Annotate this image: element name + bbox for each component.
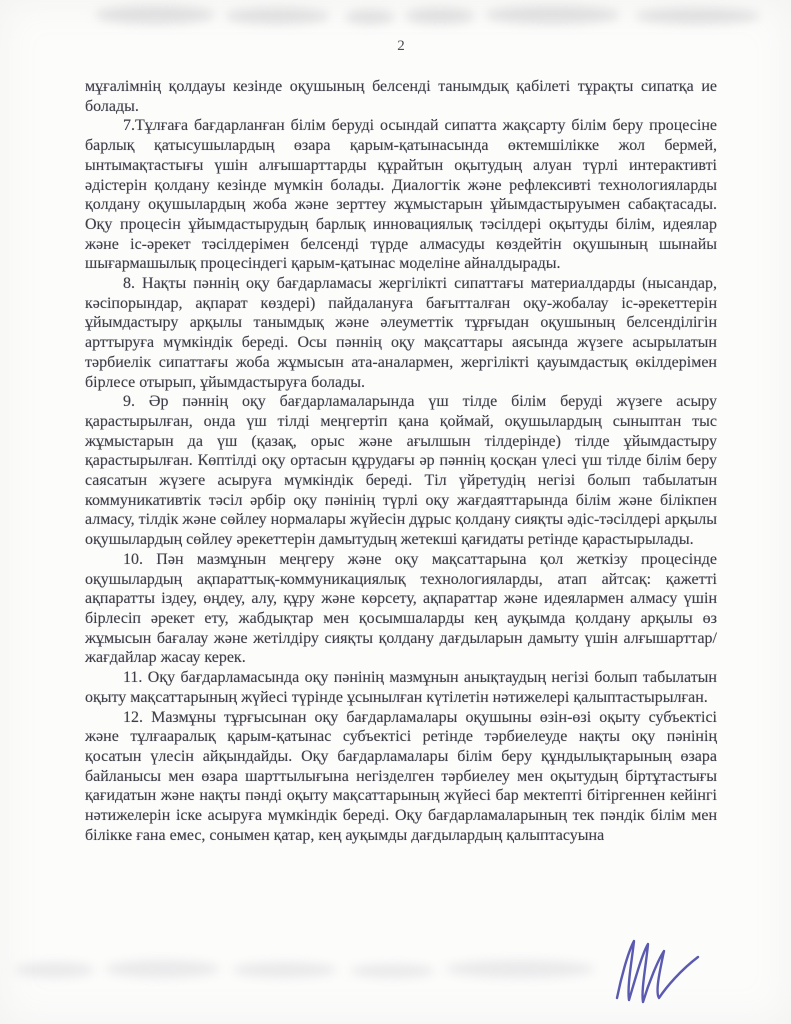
page-number: 2: [397, 38, 405, 54]
scan-artifact: [485, 6, 620, 24]
paragraph: 9. Әр пәннің оқу бағдарламаларында үш тілде білім беруді жүзеге асыру қарастырылған, онда үш тілді меңгертіп қана қоймай, оқушылардың сыныптан тыс жұмыстарын да үш (қазақ, орыс және ағылшын тілдерінде) тілде ұйымдастыру қарастырылған. Көптілді оқу ортасын құрудағы әр пәннің қосқан үлесі үш тілде білім беру саясатын жүзеге асыруға мүмкіндік береді. Тіл үйретудің негізі болып табылатын коммуникативтік тәсіл әрбір оқу пәнінің түрлі оқу жағдаяттарында білім және білікпен алмасу, тілдік және сөйлеу нормалары жүйесін дұрыс қолдану сияқты әдіс-тәсілдері арқылы оқушылардың сөйлеу әрекеттерін дамытудың жетекші қағидаты ретінде қарастырылады.: [85, 393, 717, 549]
scan-artifact: [405, 8, 475, 24]
scan-artifact: [345, 10, 395, 24]
signature-stroke: [617, 941, 698, 1002]
scan-artifact: [105, 960, 220, 978]
paragraph: 11. Оқу бағдарламасында оқу пәнінің мазмұнын анықтаудың негізі болып табылатын оқыту мақсаттарының жүйесі түрінде ұсынылған күтілетін нәтижелері қалыптастырылған.: [85, 669, 717, 706]
scan-artifact: [635, 8, 760, 24]
scan-artifact: [95, 6, 215, 24]
paragraph: 12. Мазмұны тұрғысынан оқу бағдарламалары оқушыны өзін-өзі оқыту субъектісі және тұлғааралық қарым-қатынас субъектісі ретінде тәрбиелеуде нақты оқу пәнінің қосатын үлесін айқындайды. Оқу бағдарламалары білім беру құндылықтарының өзара байланысы мен өзара шарттылығына негізделген тәрбиелеу мен оқытудың біртұтастығы қағидатын және нақты пәнді оқыту мақсаттарының жүйесі бар мектепті бітіргеннен кейінгі нәтижелерін іске асыруға мүмкіндік береді. Оқу бағдарламаларының тек пәндік білім мен білікке ғана емес, сонымен қатар, кең ауқымды дағдылардың қалыптасуына: [85, 708, 717, 844]
paragraph-list: [85, 77, 717, 845]
scan-artifact: [15, 962, 95, 978]
paragraph: мұғалімнің қолдауы кезінде оқушының белсенді танымдық қабілеті тұрақты сипатқа ие болады.: [85, 78, 717, 115]
scan-artifact: [445, 960, 595, 978]
paragraph: 7.Тұлғаға бағдарланған білім беруді осындай сипатта жақсарту білім беру процесіне барлық қатысушылардың өзара қарым-қатынасында өктемшілікке жол бермей, ынтымақтастығы үшін алғышарттарды құрайтын оқытудың алуан түрлі интерактивті әдістерін қолдану кезінде мүмкін болады. Диалогтік және рефлексивті технологияларды қолдану оқушылардың жоба және зерттеу жұмыстарын ұйымдастыруымен сабақтасады. Оқу процесін ұйымдастырудың барлық инновациялық тәсілдері оқытуды білім, идеялар және іс-әрекет тәсілдерімен белсенді түрде алмасуды көздейтін оқушының шынайы шығармашылық процесіндегі қарым-қатынас моделіне айналдырады.: [85, 117, 717, 273]
signature-scribble: [608, 934, 708, 1014]
scan-artifact: [232, 962, 337, 978]
scan-artifact: [350, 964, 435, 978]
paragraph: 10. Пән мазмұнын меңгеру және оқу мақсаттарына қол жеткізу процесінде оқушылардың ақпараттық-коммуникациялық технологияларды, атап айтсақ: қажетті ақпаратты іздеу, өңдеу, алу, құру және көрсету, ақпараттар және идеялармен алмасу үшін бірлесіп әрекет ету, жабдықтар мен қосымшаларды кең ауқымда қолдану арқылы өз жұмысын бағалау және жетілдіру сияқты қолдану дағдыларын дамыту үшін алғышарттар/жағдайлар жасау керек.: [85, 550, 717, 667]
paragraph: 8. Нақты пәннің оқу бағдарламасы жергілікті сипаттағы материалдарды (нысандар, кәсіпорындар, ақпарат көздері) пайдалануға бағытталған оқу-жобалау іс-әрекеттерін ұйымдастыру арқылы танымдық және әлеуметтік тұрғыдан оқушының белсенділігін арттыруға мүмкіндік береді. Осы пәннің оқу мақсаттары аясында жүзеге асырылатын тәрбиелік сипаттағы жоба жұмысын ата-аналармен, жергілікті қауымдастық өкілдерімен бірлесе отырып, ұйымдастыруға болады.: [85, 275, 717, 391]
scan-artifact: [225, 8, 330, 24]
